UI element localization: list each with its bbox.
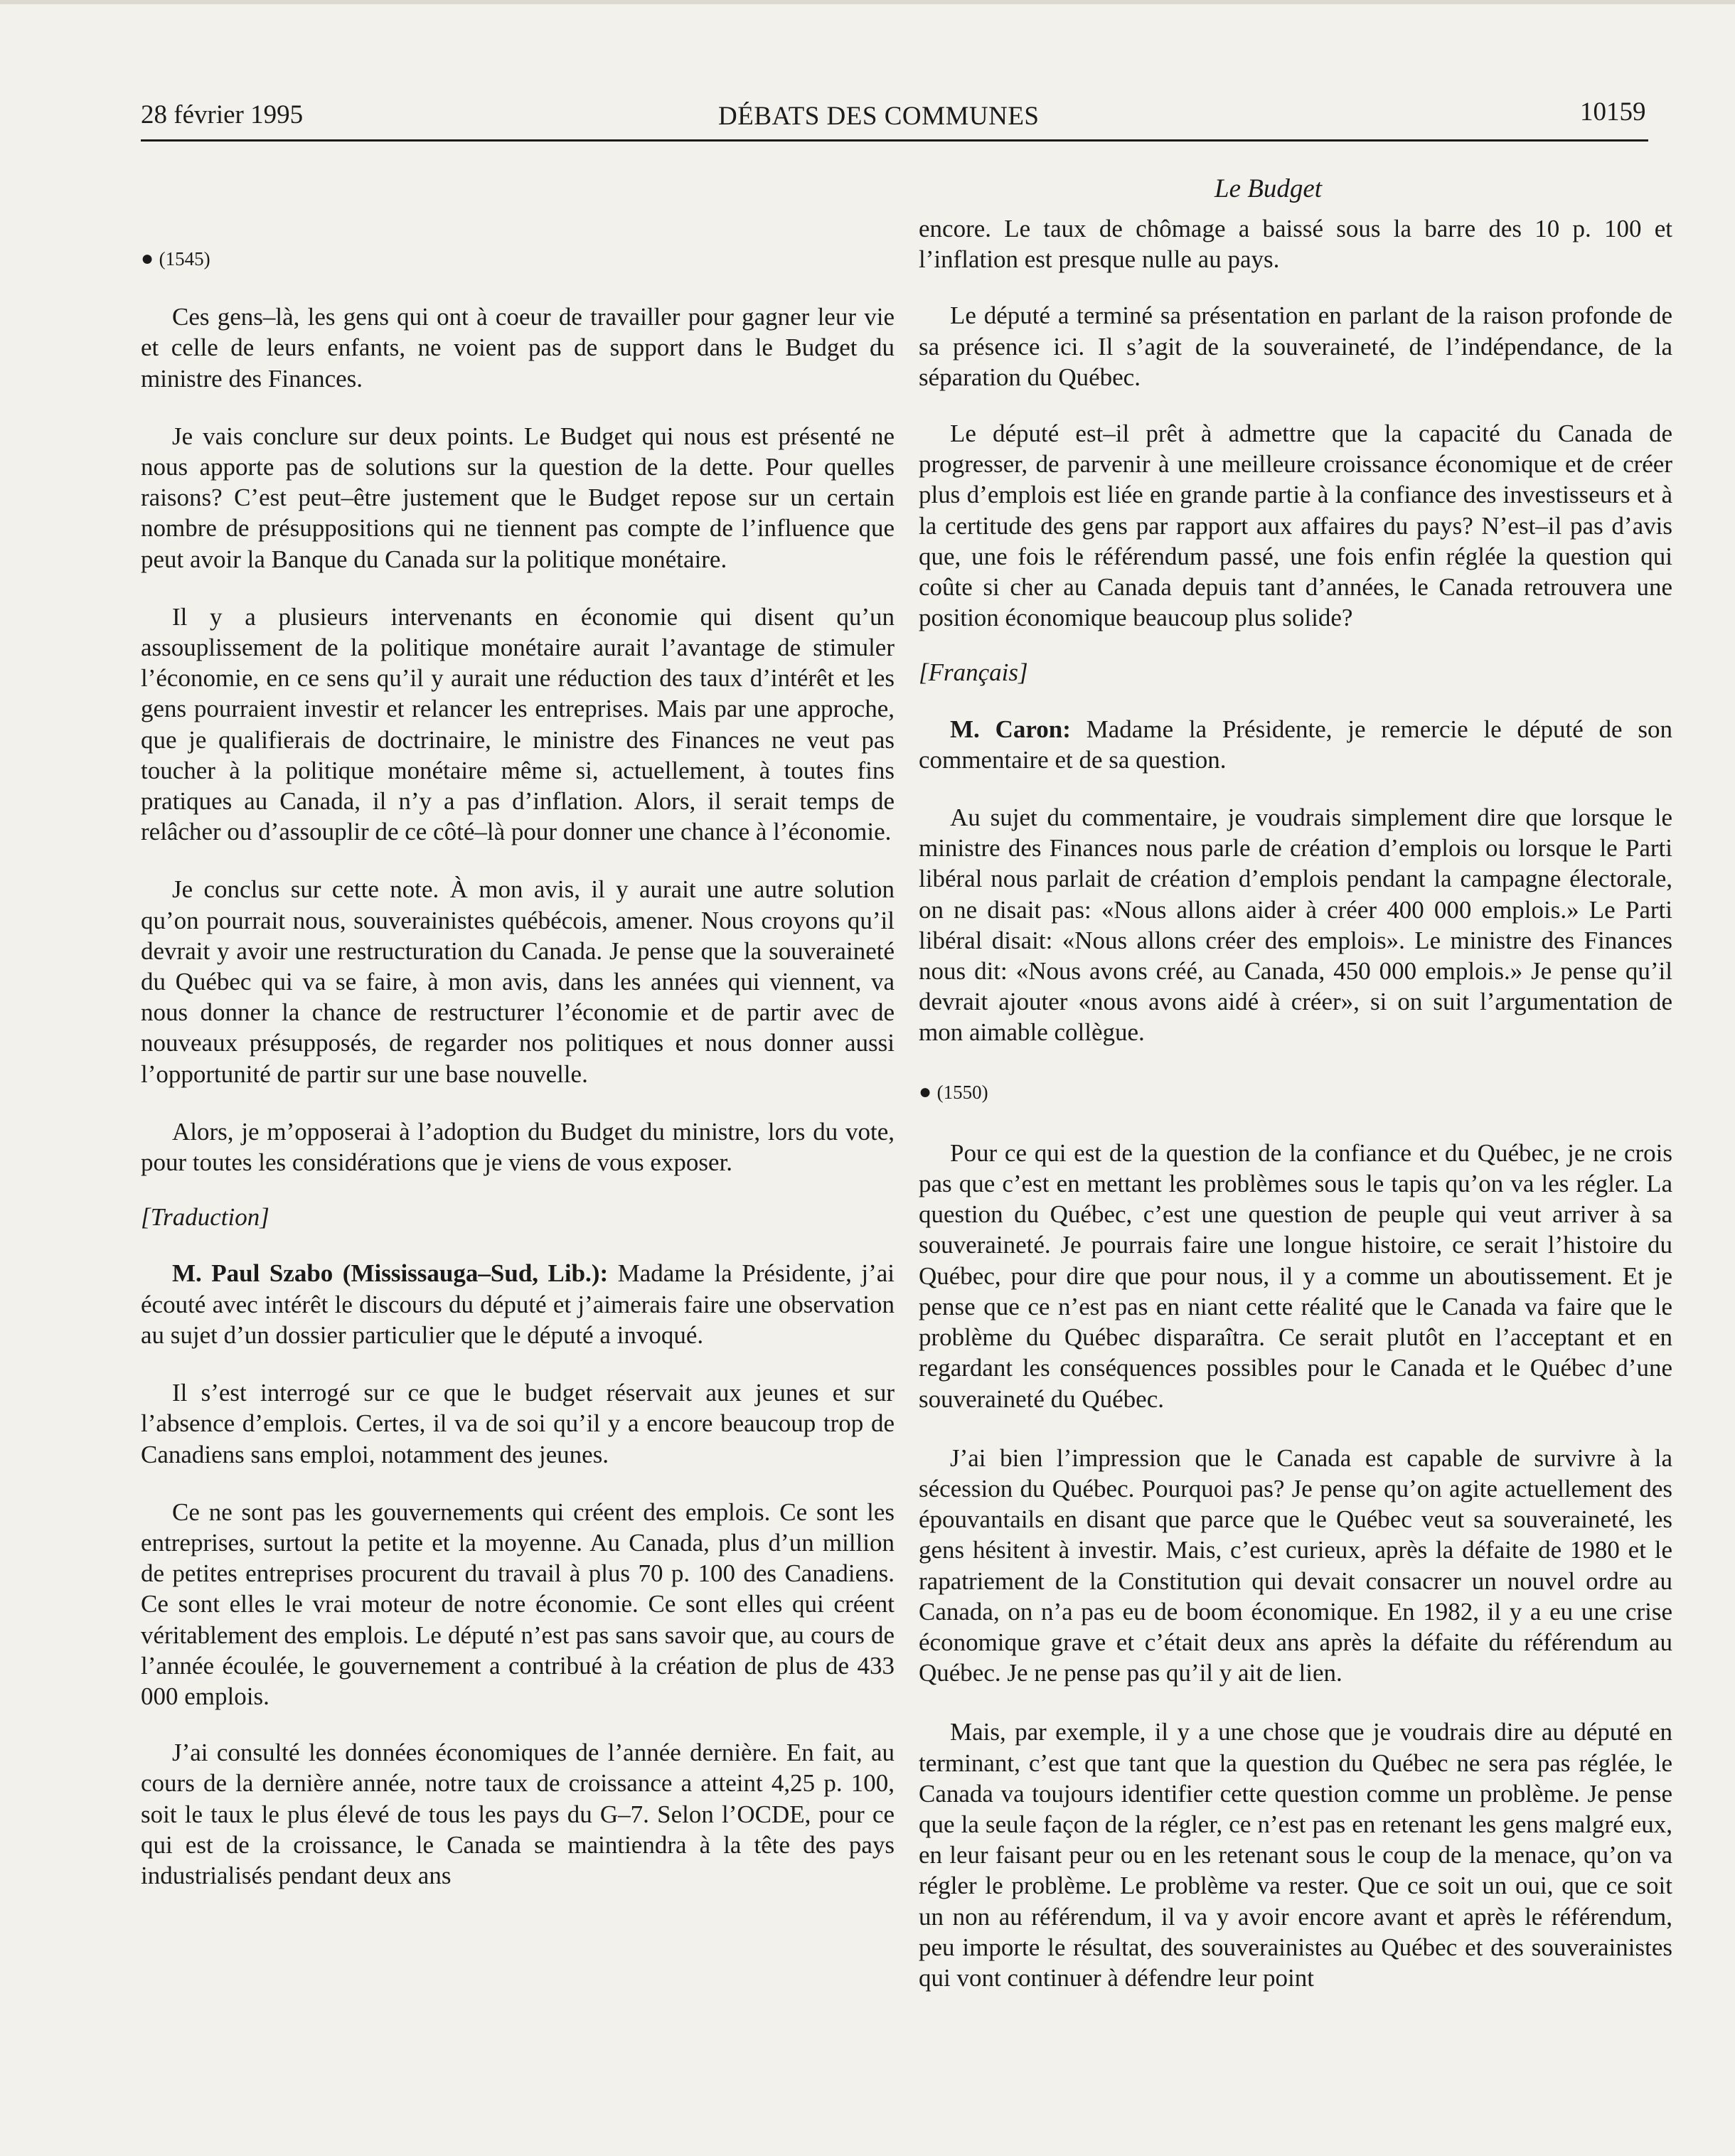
header-rule: [141, 139, 1648, 142]
header-date: 28 février 1995: [141, 100, 304, 129]
speech-text: Madame la Présidente, je remercie le député de son commentaire et de sa question.: [919, 715, 1672, 774]
time-marker-text: (1550): [936, 1081, 988, 1103]
paragraph: Je vais conclure sur deux points. Le Budget qui nous est présenté ne nous apporte pas de solutions sur la question de la dette. Pour quelles raisons? C’est peut–être justement que le Budget repose sur un certain nombre de présuppositions qui ne tiennent pas compte de l’influence que peut avoir la Banque du Canada sur la politique monétaire.: [141, 422, 895, 573]
speech-text: Madame la Présidente, j’ai écouté avec intérêt le discours du député et j’aimerais faire une observation au sujet d’un dossier particulier que le député a invoqué.: [141, 1259, 895, 1349]
paragraph: Le député a terminé sa présentation en parlant de la raison profonde de sa présence ici. Il s’agit de la souveraineté, de l’indépendance, de la séparation du Québec.: [919, 301, 1672, 391]
language-note: [Traduction]: [141, 1203, 269, 1232]
paragraph: Ces gens–là, les gens qui ont à coeur de travailler pour gagner leur vie et celle de leurs enfants, ne voient pas de support dans le Budget du ministre des Finances.: [141, 303, 895, 393]
language-note: [Français]: [919, 658, 1028, 687]
paragraph: Ce ne sont pas les gouvernements qui créent des emplois. Ce sont les entreprises, surtout la petite et la moyenne. Au Canada, plus d’un million de petites entreprises procurent du travail à plus 70 p. 100 des Canadiens. Ce sont elles le vrai moteur de notre économie. Ce sont elles qui créent véritablement des emplois. Le député n’est pas sans savoir que, au cours de l’année écoulée, le gouvernement a contribué à la création de plus de 433 000 emplois.: [141, 1498, 895, 1710]
speaker-name: M. Paul Szabo (Mississauga–Sud, Lib.):: [172, 1259, 609, 1288]
paragraph: Au sujet du commentaire, je voudrais simplement dire que lorsque le ministre des Finances nous parle de création d’emplois ou lorsque le Parti libéral nous parlait de création d’emplois pendant la campagne électorale, on ne disait pas: «Nous allons aider à créer 400 000 emplois.» Le Parti libéral disait: «Nous allons créer des emplois». Le ministre des Finances nous dit: «Nous avons créé, au Canada, 450 000 emplois.» Je pense qu’il devrait ajouter «nous avons aidé à créer», si on suit l’argumentation de mon aimable collègue.: [919, 804, 1672, 1047]
bullet-icon: ●: [919, 1079, 937, 1104]
paragraph: J’ai bien l’impression que le Canada est capable de survivre à la sécession du Québec. Pourquoi pas? Je pense qu’on agite actuellement des épouvantails en disant que parce que le Québec veut sa souveraineté, les gens hésitent à investir. Mais, c’est curieux, après la défaite de 1980 et le rapatriement de la Constitution qui devait consacrer un nouvel ordre au Canada, on n’a pas eu de boom économique. En 1982, il y a eu une crise économique grave et c’était deux ans après la défaite du référendum au Québec. Je ne pense pas qu’il y ait de lien.: [919, 1443, 1672, 1687]
paragraph: Le député est–il prêt à admettre que la capacité du Canada de progresser, de parvenir à une meilleure croissance économique et de créer plus d’emplois est liée en grande partie à la confiance des investisseurs et à la certitude des gens par rapport aux affaires du pays? N’est–il pas d’avis que, une fois le référendum passé, une fois enfin réglée la question qui coûte si cher au Canada depuis tant d’années, le Canada retrouvera une position économique beaucoup plus solide?: [919, 420, 1672, 632]
time-marker: [141, 243, 895, 274]
bullet-icon: ●: [141, 247, 159, 270]
speaker-name: M. Caron:: [950, 715, 1071, 743]
paragraph: Je conclus sur cette note. À mon avis, il y aurait une autre solution qu’on pourrait nous, souverainistes québécois, amener. Nous croyons qu’il devrait y avoir une restructuration du Canada. Je pense que la souveraineté du Québec qui va se faire, à mon avis, dans les années qui viennent, va nous donner la chance de restructurer l’économie et de partir avec de nouveaux présupposés, de regarder nos politiques et nous donner aussi l’opportunité de partir sur une base nouvelle.: [141, 875, 895, 1088]
running-head: Le Budget: [1214, 174, 1323, 203]
time-marker-text: (1545): [159, 248, 210, 270]
paragraph: Il y a plusieurs intervenants en économie qui disent qu’un assouplissement de la politique monétaire aurait l’avantage de stimuler l’économie, en ce sens qu’il y aurait une réduction des taux d’intérêt et les gens pourraient investir et relancer les entreprises. Mais par une approche, que je qualifierais de doctrinaire, le ministre des Finances ne veut pas toucher à la politique monétaire même si, actuellement, à toutes fins pratiques au Canada, il n’y a pas d’inflation. Alors, il serait temps de relâcher ou d’assouplir de ce côté–là pour donner une chance à l’économie.: [141, 602, 895, 846]
paragraph: J’ai consulté les données économiques de l’année dernière. En fait, au cours de la dernière année, notre taux de croissance a atteint 4,25 p. 100, soit le taux le plus élevé de tous les pays du G–7. Selon l’OCDE, pour ce qui est de la croissance, le Canada se maintiendra à la tête des pays industrialisés pendant deux ans: [141, 1739, 895, 1889]
scan-edge: [0, 0, 1735, 4]
paragraph: Pour ce qui est de la question de la confiance et du Québec, je ne crois pas que c’est en mettant les problèmes sous le tapis qu’on va les régler. La question du Québec, c’est une question de peuple qui veut arriver à sa souveraineté. Je pourrais faire une longue histoire, ce serait l’histoire du Québec, pour dire que pour nous, il y a comme un aboutissement. Et je pense que ce n’est pas en niant cette réalité que le Canada va faire que le problème du Québec disparaîtra. Ce serait plutôt en l’acceptant et en regardant les conséquences possibles pour le Canada et le Québec d’une souveraineté du Québec.: [919, 1138, 1672, 1413]
time-marker: [919, 1077, 1672, 1108]
paragraph: Il s’est interrogé sur ce que le budget réservait aux jeunes et sur l’absence d’emplois. Certes, il va de soi qu’il y a encore beaucoup trop de Canadiens sans emploi, notamment des jeunes.: [141, 1379, 895, 1468]
paragraph: Mais, par exemple, il y a une chose que je voudrais dire au député en terminant, c’est que tant que la question du Québec ne sera pas réglée, le Canada va toujours identifier cette question comme un problème. Je pense que la seule façon de la régler, ce n’est pas en retenant les gens malgré eux, en leur faisant peur ou en les retenant sous le coup de la menace, qu’on va régler le problème. Le problème va rester. Que ce soit un oui, que ce soit un non au référendum, il va y avoir encore avant et après le référendum, peu importe le résultat, des souverainistes au Québec et des souverainistes qui vont continuer à défendre leur point: [919, 1718, 1672, 1992]
header-page-number: 10159: [1580, 97, 1646, 127]
right-column: [919, 213, 1672, 1993]
paragraph: Alors, je m’opposerai à l’adoption du Budget du ministre, lors du vote, pour toutes les considérations que je viens de vous exposer.: [141, 1117, 895, 1177]
left-column: [141, 213, 895, 1891]
speech-paragraph: [919, 714, 1672, 775]
header-title: DÉBATS DES COMMUNES: [718, 102, 1040, 131]
continued-paragraph: encore. Le taux de chômage a baissé sous la barre des 10 p. 100 et l’inflation est presque nulle au pays.: [919, 215, 1672, 274]
speech-paragraph: [141, 1258, 895, 1350]
